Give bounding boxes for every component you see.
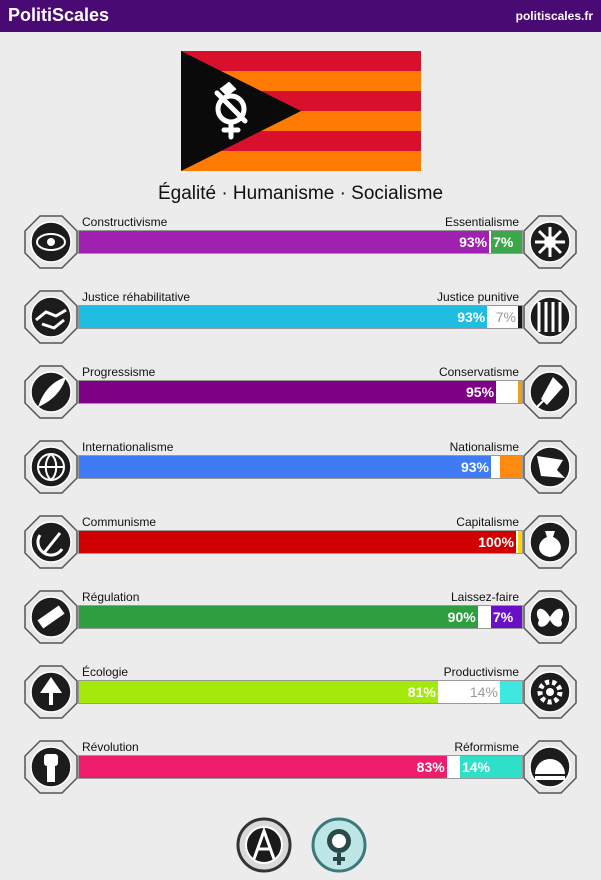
- axis-neutral-segment: [478, 606, 491, 628]
- axis-right-label: Nationalisme: [449, 440, 519, 454]
- axis-neutral-segment: [496, 381, 518, 403]
- axis-bar: [78, 305, 523, 329]
- axis-left-label: Constructivisme: [82, 215, 168, 229]
- flag-icon: [523, 440, 577, 494]
- axis-left-segment: 90%: [79, 606, 478, 628]
- top-bar: [0, 0, 601, 32]
- feminism-badge-icon: [311, 817, 367, 873]
- axis-right-segment: 7%: [491, 606, 522, 628]
- feather-icon: [24, 365, 78, 419]
- raised-fist-icon: [24, 740, 78, 794]
- axis-bar: [78, 755, 523, 779]
- flower-icon: [523, 215, 577, 269]
- axis-right-segment: [500, 456, 522, 478]
- axis-right-segment: 7%: [491, 231, 522, 253]
- axis-left-label: Régulation: [82, 590, 140, 604]
- axis-left-segment: 81%: [79, 681, 438, 703]
- axis-right-label: Capitalisme: [456, 515, 519, 529]
- axis-right-segment: [518, 381, 522, 403]
- axis-left-label: Communisme: [82, 515, 157, 529]
- ruler-icon: [24, 590, 78, 644]
- site-link[interactable]: politiscales.fr: [515, 9, 593, 23]
- axis-right-label: Justice punitive: [436, 290, 519, 304]
- parliament-icon: [523, 740, 577, 794]
- axis-neutral-segment: 7%: [487, 306, 518, 328]
- butterfly-icon: [523, 590, 577, 644]
- axis-row: [0, 740, 601, 800]
- axis-right-label: Conservatisme: [438, 365, 519, 379]
- axis-left-label: Progressisme: [82, 365, 156, 379]
- axis-left-segment: 95%: [79, 381, 496, 403]
- axis-right-label: Productivisme: [443, 665, 519, 679]
- axis-neutral-segment: [491, 456, 500, 478]
- gear-icon: [523, 665, 577, 719]
- axis-left-label: Écologie: [82, 665, 129, 679]
- axis-left-label: Justice réhabilitative: [82, 290, 191, 304]
- anarchism-badge-icon: [236, 817, 292, 873]
- axis-right-label: Réformisme: [454, 740, 519, 754]
- hammer-sickle-icon: [24, 515, 78, 569]
- axis-right-segment: [500, 681, 522, 703]
- axis-row: [0, 440, 601, 500]
- axis-row: [0, 515, 601, 575]
- axis-row: [0, 365, 601, 425]
- axis-row: [0, 590, 601, 650]
- axis-bar: [78, 680, 523, 704]
- flag-stripe: [181, 51, 421, 72]
- eye-icon: [24, 215, 78, 269]
- axis-left-label: Internationalisme: [82, 440, 174, 454]
- axis-left-label: Révolution: [82, 740, 139, 754]
- globe-icon: [24, 440, 78, 494]
- axis-left-segment: 93%: [79, 231, 489, 253]
- axis-bar: [78, 455, 523, 479]
- tree-icon: [24, 665, 78, 719]
- quill-pen-icon: [523, 365, 577, 419]
- axis-row: [0, 290, 601, 350]
- slogan: Égalité · Humanisme · Socialisme: [157, 183, 444, 204]
- axis-right-label: Laissez-faire: [450, 590, 519, 604]
- axis-neutral-segment: [447, 756, 460, 778]
- axis-row: [0, 665, 601, 725]
- axis-right-segment: [518, 306, 522, 328]
- axis-right-segment: 14%: [460, 756, 522, 778]
- axis-bar: [78, 230, 523, 254]
- prison-bars-icon: [523, 290, 577, 344]
- axis-left-segment: 83%: [79, 756, 447, 778]
- axis-left-segment: 93%: [79, 306, 487, 328]
- axis-bar: [78, 380, 523, 404]
- axis-right-label: Essentialisme: [444, 215, 519, 229]
- money-bag-icon: [523, 515, 577, 569]
- result-flag: [181, 51, 421, 171]
- flag-stripe: [181, 151, 421, 171]
- brand-title[interactable]: PolitiScales: [8, 5, 110, 25]
- axis-row: [0, 215, 601, 275]
- axis-bar: [78, 530, 523, 554]
- axis-right-segment: [518, 531, 522, 553]
- axis-left-segment: 93%: [79, 456, 491, 478]
- axis-bar: [78, 605, 523, 629]
- handshake-icon: [24, 290, 78, 344]
- axis-neutral-segment: 14%: [438, 681, 500, 703]
- axis-left-segment: 100%: [79, 531, 516, 553]
